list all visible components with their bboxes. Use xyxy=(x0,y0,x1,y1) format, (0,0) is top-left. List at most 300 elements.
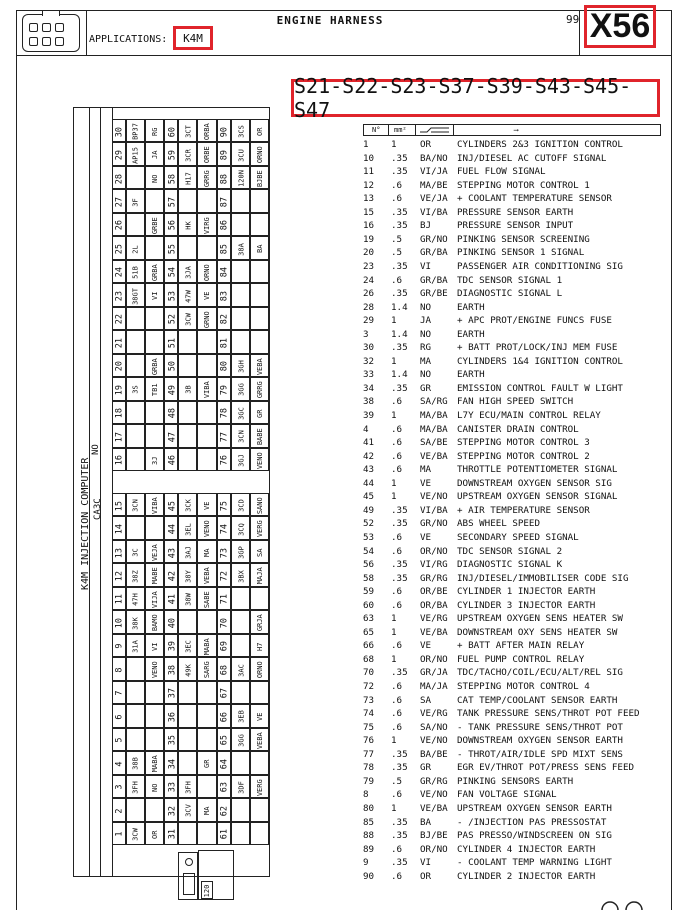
pin-description: CYLINDERS 1&4 IGNITION CONTROL xyxy=(457,355,623,367)
pin-cell-color xyxy=(251,308,270,331)
pin-section: .35 xyxy=(391,504,408,516)
pin-cell-code xyxy=(232,611,251,634)
code-cell xyxy=(178,189,197,212)
code-cell xyxy=(231,401,250,424)
pin-section: .35 xyxy=(391,260,408,272)
pin-cell-color xyxy=(198,237,217,260)
pin-description: + COOLANT TEMPERATURE SENSOR xyxy=(457,193,612,205)
code-cell xyxy=(231,189,250,212)
pin-description: UPSTREAM OXYGEN SENSOR EARTH xyxy=(457,802,612,814)
color-cell xyxy=(197,307,216,330)
pin-cell-code: 38A xyxy=(237,242,246,256)
color-cell xyxy=(145,681,164,704)
pin-cell-code: 3F xyxy=(131,197,140,207)
pin-cell xyxy=(164,751,178,774)
code-cell xyxy=(126,728,145,751)
pin-cell-code xyxy=(127,705,146,728)
pin-cell-number: 1 xyxy=(114,831,125,837)
pin-cell-color: ORNO xyxy=(256,146,264,164)
pin-cell-color xyxy=(251,823,270,846)
code-cell xyxy=(178,634,197,657)
pin-section: .6 xyxy=(391,179,403,191)
pin-cell-number: 14 xyxy=(114,524,125,535)
pin-cell-number: 80 xyxy=(219,361,230,372)
pin-cell xyxy=(112,798,126,821)
pin-cell xyxy=(112,563,126,586)
pin-cell xyxy=(164,563,178,586)
pin-cell-color: GRBA xyxy=(150,264,159,281)
pin-color: VE xyxy=(420,531,432,543)
pin-cell-color: H7 xyxy=(256,642,264,651)
pin-cell-code: 38Y xyxy=(184,569,193,583)
code-cell xyxy=(126,587,145,610)
pin-cell xyxy=(217,610,231,633)
pin-description: PAS PRESSO/WINDSCREEN ON SIG xyxy=(457,830,612,842)
pin-description: PRESSURE SENSOR INPUT xyxy=(457,220,574,232)
pin-cell xyxy=(217,540,231,563)
pin-cell-color: VIJA xyxy=(150,591,159,609)
pin-cell-code: H17 xyxy=(184,172,193,185)
pin-color: BA/BE xyxy=(420,748,448,760)
pin-description: CAT TEMP/COOLANT SENSOR EARTH xyxy=(457,694,618,706)
pin-cell-color: GR xyxy=(203,759,212,769)
code-cell xyxy=(231,448,250,471)
pin-cell xyxy=(112,728,126,751)
pin-color: NO xyxy=(420,369,432,381)
pin-color: GR xyxy=(420,382,432,394)
pin-cell-code xyxy=(232,823,251,846)
pin-cell-code: 2L xyxy=(131,244,140,254)
pin-description: EARTH xyxy=(457,301,485,313)
pin-cell-code xyxy=(232,284,251,307)
color-cell xyxy=(197,516,216,539)
pin-cell-number: 28 xyxy=(114,173,125,184)
pin-cell-number: 26 xyxy=(114,220,125,231)
color-cell xyxy=(197,728,216,751)
pin-cell-code: 3CT xyxy=(184,125,193,139)
code-cell xyxy=(178,775,197,798)
pin-section: .5 xyxy=(391,775,403,787)
pin-cell-color: VI xyxy=(150,291,159,301)
pin-cell-color xyxy=(251,752,270,775)
pin-number: 38 xyxy=(363,396,375,408)
color-cell xyxy=(250,704,269,727)
pin-cell xyxy=(217,401,231,424)
color-cell xyxy=(197,704,216,727)
color-cell xyxy=(145,704,164,727)
code-cell xyxy=(126,634,145,657)
pin-color: VE/RG xyxy=(420,613,448,625)
pin-description: SECONDARY SPEED SIGNAL xyxy=(457,531,579,543)
pin-cell xyxy=(164,798,178,821)
pin-cell-number: 43 xyxy=(167,547,178,558)
pin-cell xyxy=(217,166,231,189)
pin-cell-number: 42 xyxy=(167,570,178,582)
pin-cell-code: 31A xyxy=(131,640,140,653)
pin-cell-code: 3B xyxy=(184,385,193,395)
pin-cell-number: 65 xyxy=(219,735,230,746)
pin-cell-code xyxy=(232,214,251,237)
pin-cell xyxy=(112,493,126,516)
pin-section: .35 xyxy=(391,830,408,842)
pin-section: .35 xyxy=(391,762,408,774)
color-cell xyxy=(197,634,216,657)
pin-color: BA xyxy=(420,816,432,828)
pin-cell-code: 38K xyxy=(131,616,140,630)
pin-cell-color: VIBA xyxy=(150,497,159,515)
pin-cell-number: 54 xyxy=(167,267,178,278)
pin-cell-color: SABE xyxy=(203,591,212,609)
pin-cell xyxy=(217,704,231,727)
pin-cell-number: 24 xyxy=(114,267,125,278)
color-cell xyxy=(197,377,216,400)
pin-number: 15 xyxy=(363,206,375,218)
pin-cell-code xyxy=(179,682,198,705)
color-cell xyxy=(197,657,216,680)
pin-cell-code: 3FH xyxy=(184,781,193,794)
chip-outline xyxy=(178,852,198,900)
pin-cell-color: BABE xyxy=(256,428,264,446)
color-cell xyxy=(145,119,164,142)
pin-cell-number: 84 xyxy=(219,267,230,278)
pin-cell-color: BJBE xyxy=(256,170,264,188)
pin-cell-number: 77 xyxy=(219,431,230,442)
pin-cell-number: 66 xyxy=(219,711,230,723)
pin-number: 13 xyxy=(363,193,375,205)
pin-cell-code: 3CW xyxy=(131,827,140,841)
color-cell xyxy=(250,283,269,306)
color-cell xyxy=(145,142,164,165)
pin-cell-number: 74 xyxy=(219,524,230,535)
pin-description: CANISTER DRAIN CONTROL xyxy=(457,423,579,435)
code-cell xyxy=(178,377,197,400)
pin-color: GR/NO xyxy=(420,518,448,530)
color-cell xyxy=(250,728,269,751)
pin-cell xyxy=(217,493,231,516)
pin-section: .6 xyxy=(391,450,403,462)
code-cell xyxy=(231,634,250,657)
pin-cell-number: 48 xyxy=(167,408,178,419)
pin-cell-color: VIBA xyxy=(203,381,212,399)
pin-color: SA xyxy=(420,694,432,706)
pin-cell-color: SANO xyxy=(256,497,264,515)
pin-cell-number: 44 xyxy=(167,524,178,535)
pin-cell-code: 47W xyxy=(184,289,193,303)
pin-cell xyxy=(217,516,231,539)
code-cell xyxy=(231,516,250,539)
pin-color: OR xyxy=(420,139,432,150)
computer-subtitle: CA3C xyxy=(93,498,103,520)
code-cell xyxy=(231,540,250,563)
pin-cell xyxy=(164,236,178,259)
pin-cell-color xyxy=(251,214,270,237)
pin-cell xyxy=(112,260,126,283)
code-cell xyxy=(231,142,250,165)
pin-cell-code: 3GC xyxy=(237,407,246,420)
color-cell xyxy=(250,330,269,353)
code-cell xyxy=(178,822,197,845)
pin-color: GR/RG xyxy=(420,775,448,787)
pin-cell-number: 53 xyxy=(167,290,178,302)
pin-cell xyxy=(217,307,231,330)
pin-cell-color: ORBA xyxy=(203,123,212,141)
pin-cell-number: 62 xyxy=(219,805,230,816)
pin-section: 1 xyxy=(391,613,397,625)
pin-cell-code: 3CN xyxy=(237,430,246,444)
pin-table-header xyxy=(363,124,661,136)
pin-cell-code: 3CD xyxy=(237,499,246,513)
pin-number: 10 xyxy=(363,152,375,164)
pin-number: 60 xyxy=(363,599,375,611)
pin-cell-number: 47 xyxy=(167,431,178,442)
pin-cell-code: 3CV xyxy=(184,804,193,818)
code-cell xyxy=(231,587,250,610)
color-cell xyxy=(197,751,216,774)
pin-cell-code xyxy=(179,705,198,728)
color-cell xyxy=(145,493,164,516)
color-cell xyxy=(197,448,216,471)
color-cell xyxy=(250,634,269,657)
pin-cell-color: VEBA xyxy=(203,567,212,585)
connector-pin-icon xyxy=(55,23,64,32)
pin-cell xyxy=(217,142,231,165)
pin-color: VI xyxy=(420,260,432,272)
pin-cell-color: VE xyxy=(256,712,264,722)
pin-description: FAN HIGH SPEED SWITCH xyxy=(457,396,574,408)
pin-color: VI/BA xyxy=(420,206,448,218)
pin-section: .35 xyxy=(391,152,408,164)
pin-cell-code xyxy=(127,355,146,378)
pin-cell-color xyxy=(146,682,165,705)
pin-cell-color xyxy=(198,729,217,752)
pin-cell-number: 27 xyxy=(114,196,125,208)
pin-cell xyxy=(112,540,126,563)
pin-description: CYLINDER 2 INJECTOR EARTH xyxy=(457,870,596,882)
code-cell xyxy=(231,377,250,400)
pin-color: VI/RG xyxy=(420,559,448,571)
color-cell xyxy=(145,236,164,259)
pin-cell xyxy=(164,119,178,142)
pin-cell-code xyxy=(179,402,198,425)
pin-cell xyxy=(112,775,126,798)
pin-cell xyxy=(112,704,126,727)
chip-body xyxy=(198,850,234,900)
code-cell xyxy=(126,330,145,353)
pin-cell xyxy=(112,634,126,657)
color-cell xyxy=(197,681,216,704)
color-cell xyxy=(145,354,164,377)
color-cell xyxy=(197,610,216,633)
pin-cell xyxy=(112,516,126,539)
pin-color: BJ xyxy=(420,220,432,232)
pin-number: 56 xyxy=(363,559,375,571)
pin-description: INJ/DIESEL AC CUTOFF SIGNAL xyxy=(457,152,607,164)
pin-cell-code: AP15 xyxy=(131,146,140,164)
color-cell xyxy=(145,634,164,657)
pin-cell-number: 81 xyxy=(219,337,230,349)
pin-color: OR/NO xyxy=(420,653,448,665)
pin-description: CYLINDER 1 INJECTOR EARTH xyxy=(457,586,596,598)
pin-cell-number: 16 xyxy=(114,455,125,466)
pin-color: OR/BA xyxy=(420,599,448,611)
pin-number: 26 xyxy=(363,288,375,300)
pin-cell-code xyxy=(232,261,251,284)
code-cell xyxy=(178,119,197,142)
code-cell xyxy=(126,798,145,821)
pin-cell-number: 73 xyxy=(219,547,230,558)
pin-cell-code: 3AC xyxy=(237,663,246,677)
pin-color: MA/BA xyxy=(420,423,448,435)
pin-cell-code: 3GG xyxy=(237,383,246,397)
code-cell xyxy=(126,189,145,212)
color-cell xyxy=(197,119,216,142)
pin-cell-number: 59 xyxy=(167,150,178,161)
pin-cell xyxy=(164,401,178,424)
color-cell xyxy=(197,587,216,610)
pin-cell-number: 49 xyxy=(167,384,178,395)
pin-number: 45 xyxy=(363,491,375,503)
pin-cell-number: 68 xyxy=(219,664,230,676)
color-cell xyxy=(250,307,269,330)
pin-cell-color xyxy=(198,402,217,425)
pin-section: .6 xyxy=(391,640,403,652)
code-cell xyxy=(231,330,250,353)
pin-cell-number: 8 xyxy=(114,667,125,673)
pin-cell-code xyxy=(127,214,146,237)
pin-cell xyxy=(164,307,178,330)
pin-number: 34 xyxy=(363,382,375,394)
pin-cell xyxy=(112,751,126,774)
pin-cell-color: NO xyxy=(150,174,159,183)
pin-cell xyxy=(164,822,178,845)
color-cell xyxy=(250,681,269,704)
pin-color: JA xyxy=(420,315,432,327)
pin-description: PRESSURE SENSOR EARTH xyxy=(457,206,574,218)
pin-cell-code: 3CU xyxy=(237,148,246,162)
pin-cell-code xyxy=(232,331,251,354)
pin-cell-number: 51 xyxy=(167,337,178,349)
pin-section: .6 xyxy=(391,437,403,449)
pin-cell-number: 76 xyxy=(219,455,230,466)
pin-description: - TANK PRESSURE SENS/THROT POT xyxy=(457,721,623,733)
code-cell xyxy=(231,704,250,727)
pin-cell xyxy=(217,563,231,586)
color-cell xyxy=(197,424,216,447)
color-cell xyxy=(250,610,269,633)
pin-color: MA xyxy=(420,464,432,476)
pin-color: VE/NO xyxy=(420,735,448,747)
pin-cell-code: 3EC xyxy=(184,640,193,653)
pin-section: 1 xyxy=(391,653,397,665)
page-corner-symbol-icon xyxy=(596,896,656,910)
pin-cell xyxy=(164,166,178,189)
pin-color: NO xyxy=(420,328,432,340)
pin-color: VE xyxy=(420,640,432,652)
pin-cell xyxy=(164,704,178,727)
pin-cell-color: MABE xyxy=(150,567,159,585)
pin-number: 88 xyxy=(363,830,375,842)
pin-cell-number: 61 xyxy=(219,829,230,840)
code-cell xyxy=(126,166,145,189)
pin-number: 1 xyxy=(363,139,369,150)
pin-description: EARTH xyxy=(457,328,485,340)
pin-cell-number: 35 xyxy=(167,735,178,746)
pin-cell-code xyxy=(232,799,251,822)
pin-cell-number: 50 xyxy=(167,361,178,372)
pin-section: 1 xyxy=(391,139,397,150)
pin-cell-color xyxy=(198,776,217,799)
pin-description: STEPPING MOTOR CONTROL 2 xyxy=(457,450,590,462)
pin-description: EARTH xyxy=(457,369,485,381)
pin-number: 59 xyxy=(363,586,375,598)
pin-cell-code: HK xyxy=(184,221,193,230)
pin-number: 89 xyxy=(363,843,375,855)
pin-cell-color xyxy=(146,402,165,425)
pin-cell-code: 38Z xyxy=(131,569,140,583)
pin-description: DOWNSTREAM OXYGEN SENSOR SIG xyxy=(457,477,612,489)
pin-cell-number: 20 xyxy=(114,361,125,372)
pin-cell-code xyxy=(127,682,146,705)
color-cell xyxy=(197,798,216,821)
code-cell xyxy=(178,563,197,586)
code-cell xyxy=(231,681,250,704)
code-cell xyxy=(126,540,145,563)
pin-number: 74 xyxy=(363,708,375,720)
code-cell xyxy=(178,330,197,353)
pin-cell xyxy=(164,354,178,377)
pin-cell-code xyxy=(127,517,146,540)
pin-cell-code xyxy=(179,449,198,472)
pin-section: .6 xyxy=(391,586,403,598)
color-cell xyxy=(145,657,164,680)
color-cell xyxy=(250,751,269,774)
color-cell xyxy=(145,540,164,563)
color-cell xyxy=(250,563,269,586)
pin-color: VI/JA xyxy=(420,166,448,178)
pin-cell-number: 31 xyxy=(167,829,178,840)
color-cell xyxy=(145,822,164,845)
computer-color: NO xyxy=(91,444,101,455)
pin-cell-color xyxy=(146,331,165,354)
pin-cell-code: 3CS xyxy=(237,125,246,139)
pin-cell-number: 18 xyxy=(114,408,125,419)
code-cell xyxy=(178,448,197,471)
code-cell xyxy=(126,260,145,283)
pin-cell xyxy=(164,377,178,400)
code-cell xyxy=(126,283,145,306)
header-sep xyxy=(453,124,454,136)
pin-cell-code: 38GT xyxy=(131,287,140,305)
pin-cell-color: GRBE xyxy=(150,217,159,235)
pin-description: - /INJECTION PAS PRESSOSTAT xyxy=(457,816,607,828)
pin-cell-number: 11 xyxy=(114,594,125,605)
code-cell xyxy=(231,424,250,447)
pin-description: DOWNSTREAM OXY SENS HEATER SW xyxy=(457,626,618,638)
pin-cell-number: 37 xyxy=(167,688,178,699)
pin-cell-code: 3AJ xyxy=(184,546,193,559)
pin-cell-number: 2 xyxy=(114,808,125,814)
pin-cell xyxy=(112,377,126,400)
connector-pin-icon xyxy=(55,37,64,46)
pin-cell-number: 30 xyxy=(114,126,125,137)
pin-cell-code xyxy=(127,331,146,354)
pin-cell xyxy=(164,775,178,798)
pin-cell-code xyxy=(179,752,198,775)
pin-cell-color: VE xyxy=(203,291,212,301)
pin-cell-code: 3FH xyxy=(131,781,140,794)
pin-number: 29 xyxy=(363,315,375,327)
pin-cell-color: NO xyxy=(150,783,159,792)
